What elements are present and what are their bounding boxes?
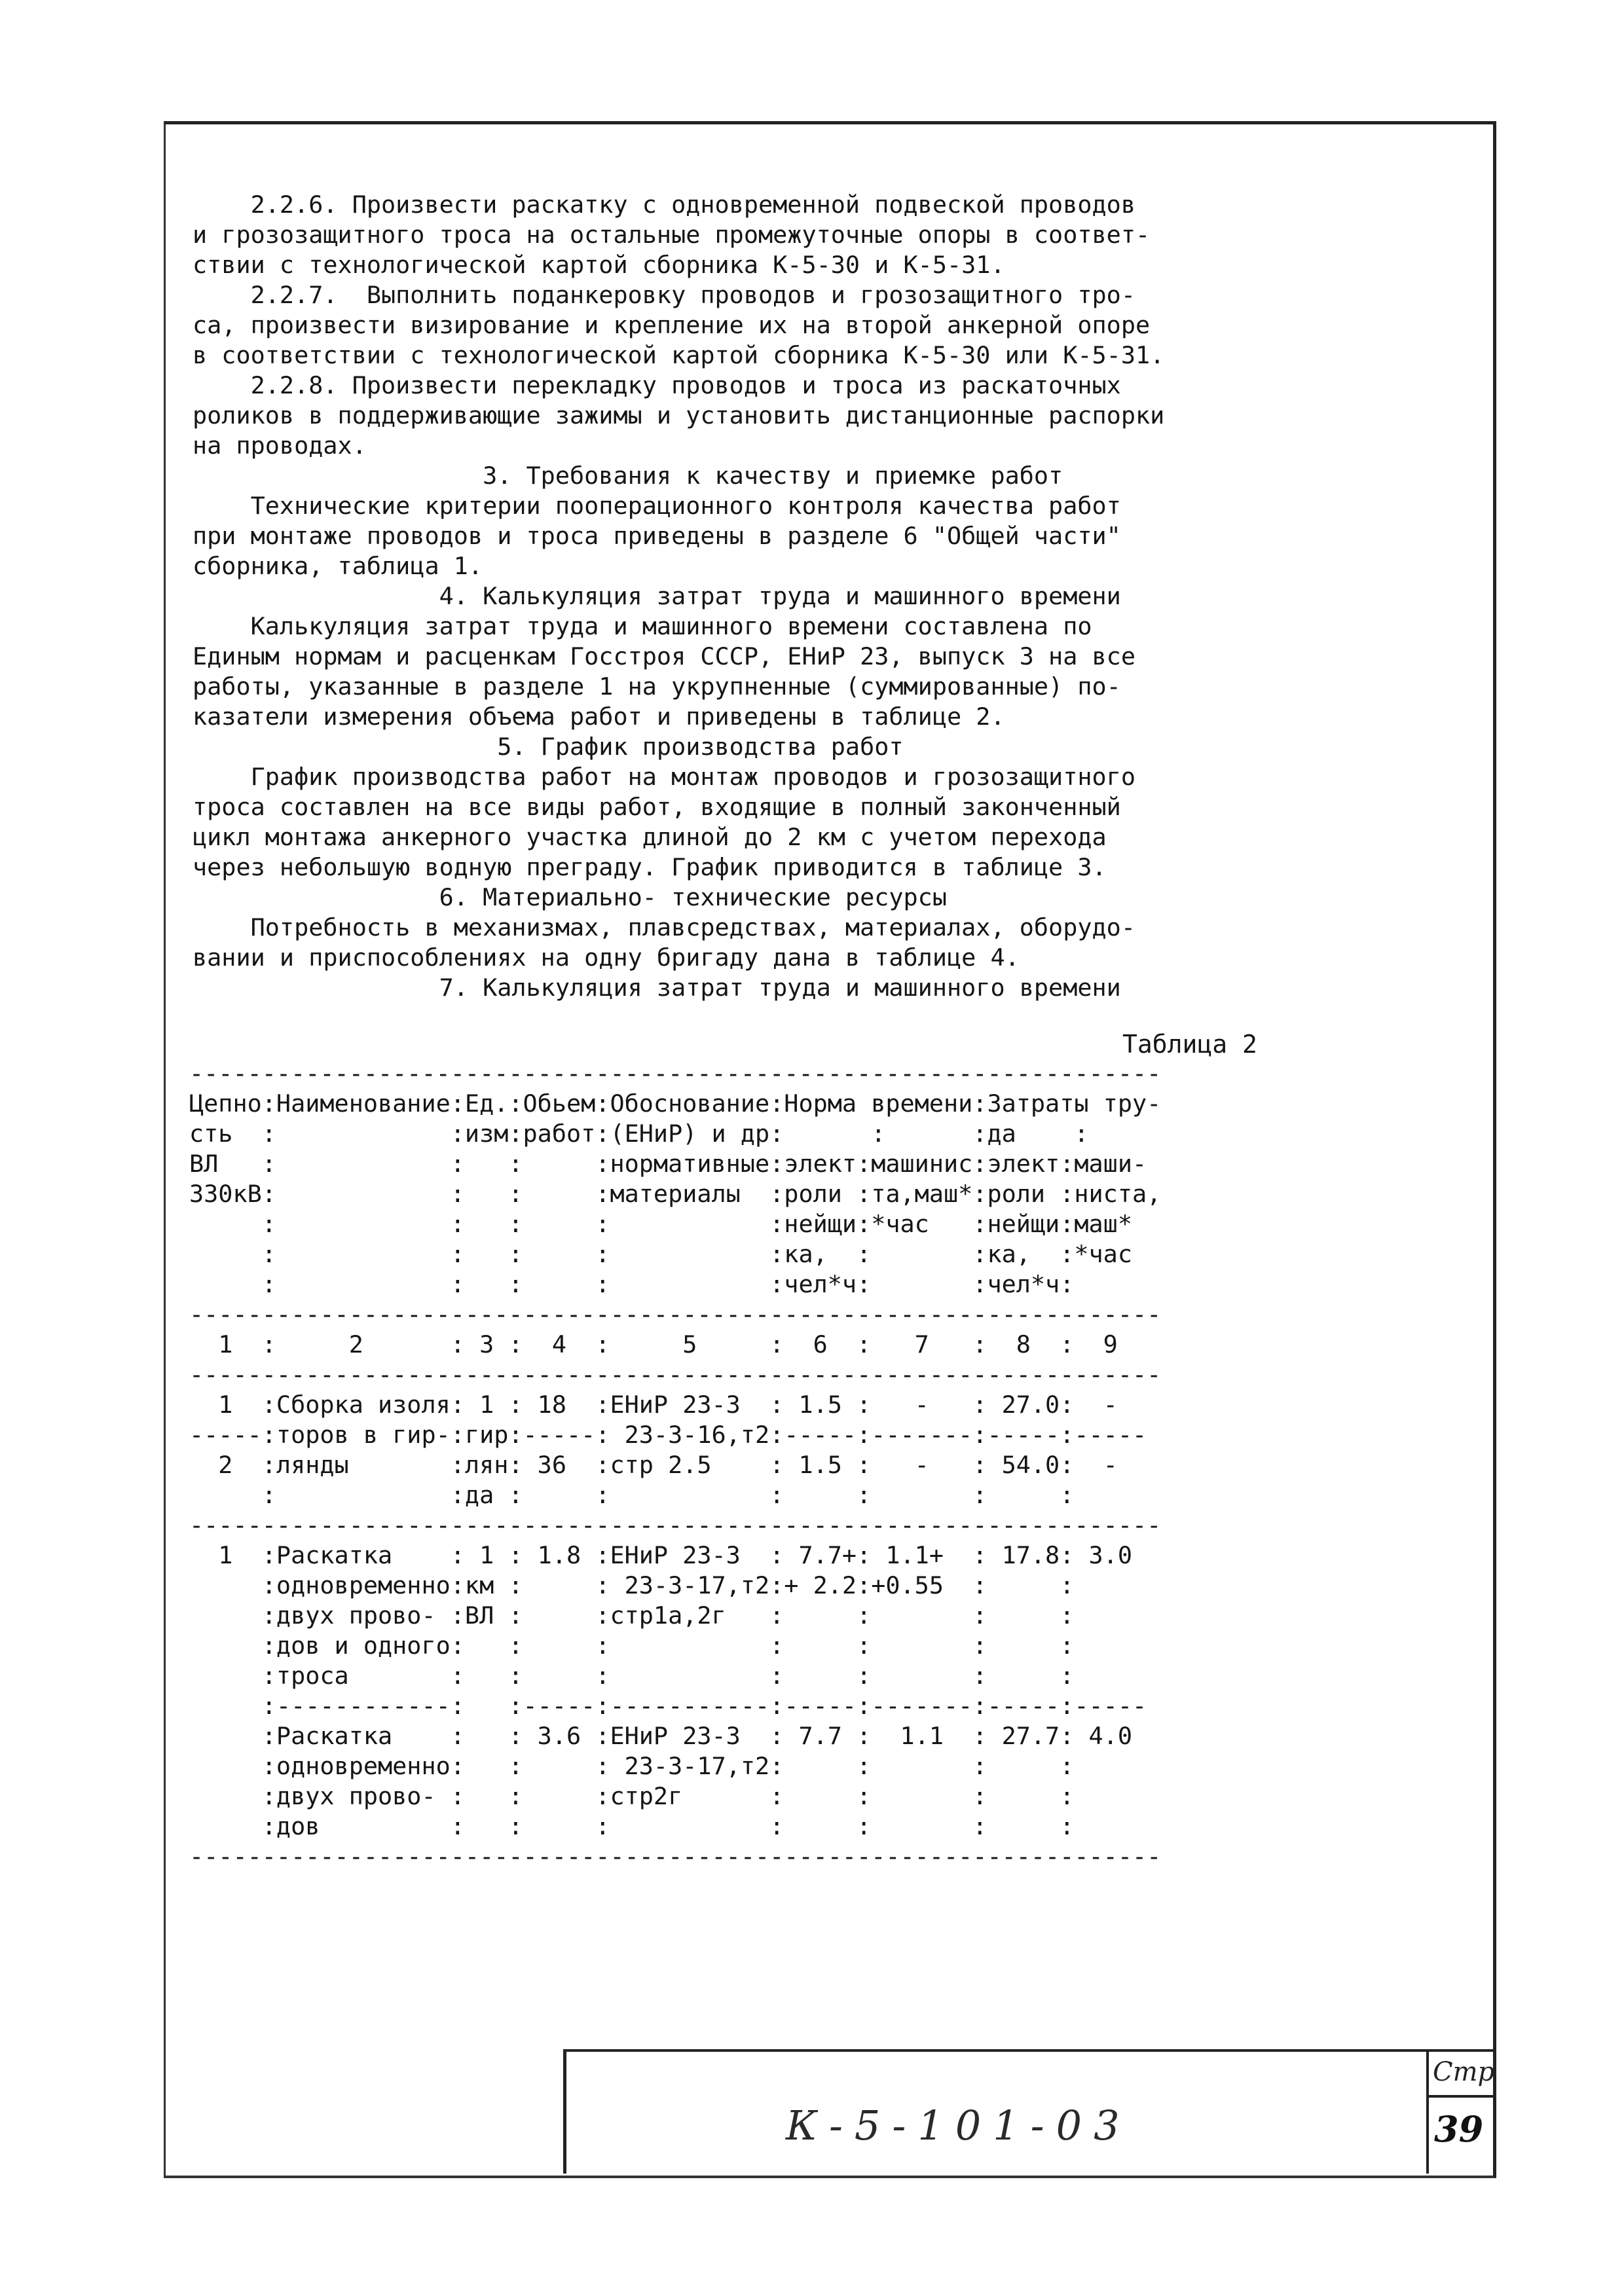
sheet-number: 39: [1434, 2108, 1484, 2150]
labor-cost-table: ------------------------------------------------------------------- Цепно:Наименование:Ед.:Обьем:Обоснование:Норма времени:Затраты тру- сть : :изм:работ:(ЕНиР) и др: : :да : ВЛ : : : :нормативные:элект:машинис:элект:маши- 330кВ: : : :материалы :роли :та,маш*:роли :ниста, : : : : :нейщи:*час :нейщи:маш* : : : : :ка, : :ка, :*час : : : : :чел*ч: :чел*ч: ------------------------------------------------------------------- 1 : 2 : 3 : 4 : 5 : 6 : 7 : 8 : 9 ------------------------------------------------------------------- 1 :Сборка изоля: 1 : 18 :ЕНиР 23-3 : 1.5 : - : 27.0: - -----:торов в гир-:гир:-----: 23-3-16,т2:-----:-------:-----:----- 2 :лянды :лян: 36 :стр 2.5 : 1.5 : - : 54.0: - : :да : : : : : : ------------------------------------------------------------------- 1 :Раскатка : 1 : 1.8 :ЕНиР 23-3 : 7.7+: 1.1+ : 17.8: 3.0 :одновременно:км : : 23-3-17,т2:+ 2.2:+0.55 : : :двух прово- :ВЛ : :стр1а,2г : : : : :дов и одного: : : : : : : :троса : : : : : : : :------------: :-----:-----------:-----:-------:-----:----- :Раскатка : : 3.6 :ЕНиР 23-3 : 7.7 : 1.1 : 27.7: 4.0 :одновременно: : : 23-3-17,т2: : : : :двух прово- : : :стр2г : : : : :дов : : : : : : : -------------------------------------------------------------------: [189, 1059, 1162, 1870]
document-code: К-5-101-03: [786, 2102, 1132, 2149]
table-caption: Таблица 2: [1122, 1030, 1257, 1059]
body-text: 2.2.6. Произвести раскатку с одновременной подвеской проводов и грозозащитного троса на остальные промежуточные опоры в соответ- ствии с технологической картой сборника К-5-30 и К-5-31. 2.2.7. Выполнить поданкеровку проводов и грозозащитного тро- са, произвести визирование и крепление их на второй анкерной опоре в соответствии с технологической картой сборника К-5-30 или К-5-31. 2.2.8. Произвести перекладку проводов и троса из раскаточных роликов в поддерживающие зажимы и установить дистанционные распорки на проводах. 3. Требования к качеству и приемке работ Технические критерии пооперационного контроля качества работ при монтаже проводов и троса приведены в разделе 6 "Общей части" сборника, таблица 1. 4. Калькуляция затрат труда и машинного времени Калькуляция затрат труда и машинного времени составлена по Единым нормам и расценкам Госстроя СССР, ЕНиР 23, выпуск 3 на все работы, указанные в разделе 1 на укрупненные (суммированные) по- казатели измерения объема работ и приведены в таблице 2. 5. График производства работ График производства работ на монтаж проводов и грозозащитного троса составлен на все виды работ, входящие в полный законченный цикл монтажа анкерного участка длиной до 2 км с учетом перехода через небольшую водную преграду. График приводится в таблице 3. 6. Материально- технические ресурсы Потребность в механизмах, плавсредствах, материалах, оборудо- вании и приспособлениях на одну бригаду дана в таблице 4. 7. Калькуляция затрат труда и машинного времени: [193, 191, 1165, 1002]
sheet-label: Стр: [1433, 2057, 1495, 2087]
sheet-box-divider: [1429, 2095, 1496, 2098]
